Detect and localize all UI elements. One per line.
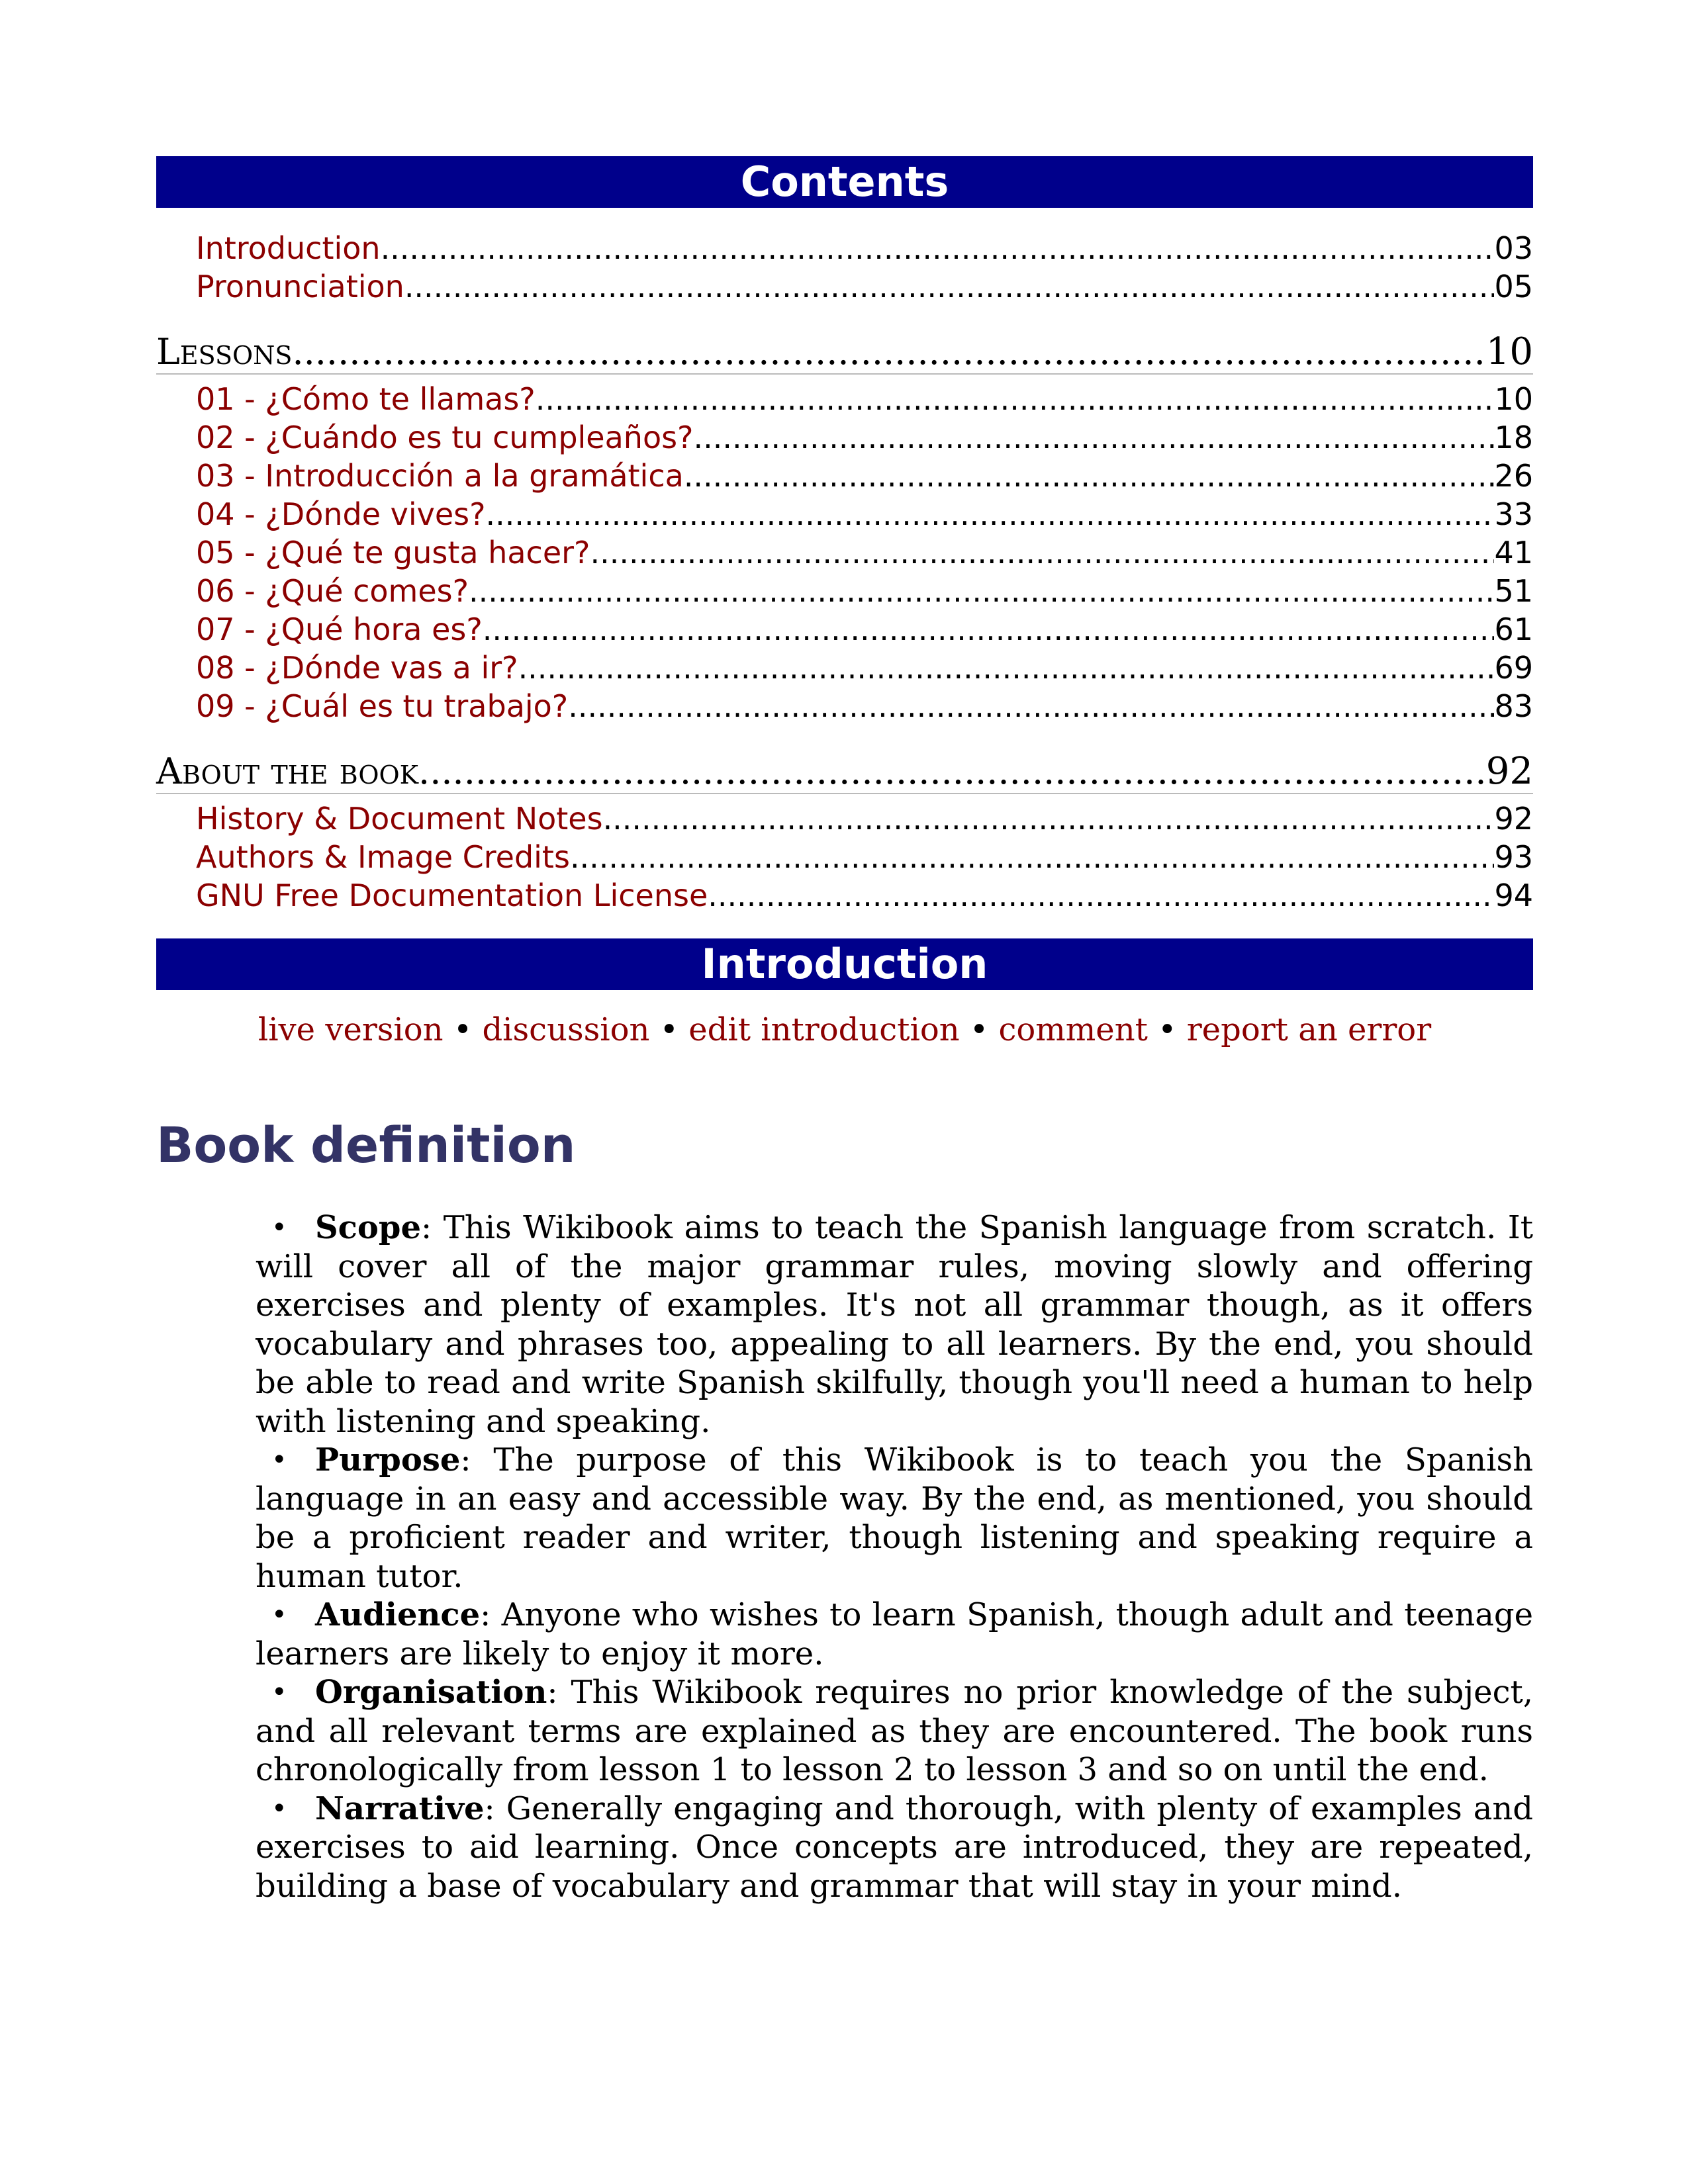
definition-text: : This Wikibook aims to teach the Spanish language from scratch. It will cover all of the major grammar rules, moving slowly and offering exercises and plenty of examples. It's not all grammar though, as it offers vocabulary and phrases too, appealing to all learners. By the end, you should be able to read and write Spanish skilfully, though you'll need a human to help with listening and speaking.	[256, 1209, 1533, 1440]
toc-section-label: Lessons	[156, 331, 293, 373]
comment-link[interactable]: comment	[998, 1011, 1148, 1048]
definition-item	[256, 1441, 1533, 1596]
bullet-icon: •	[271, 1445, 287, 1475]
intro-links-bar	[156, 1010, 1533, 1050]
toc-page-number: 10	[1494, 381, 1533, 417]
contents-header: Contents	[156, 156, 1533, 208]
definition-text: : Generally engaging and thorough, with plenty of examples and exercises to aid learning. Once concepts are introduced, they are repeated, building a base of vocabulary and grammar that will stay in your mind.	[256, 1790, 1533, 1905]
toc-leader-dots	[418, 751, 1486, 793]
toc-page-number: 05	[1494, 269, 1533, 304]
toc-leader-dots	[568, 687, 1494, 725]
definition-term: Audience	[315, 1596, 481, 1633]
toc-leader-dots	[590, 533, 1494, 572]
toc-page-number: 51	[1494, 573, 1533, 609]
toc-page-number: 94	[1494, 878, 1533, 913]
toc-section-page: 92	[1485, 750, 1533, 793]
toc-entry-label[interactable]: 05 - ¿Qué te gusta hacer?	[196, 535, 590, 570]
definition-item	[256, 1673, 1533, 1790]
toc-leader-dots	[570, 838, 1495, 876]
report-error-link[interactable]: report an error	[1186, 1011, 1432, 1048]
toc-page-number: 33	[1494, 496, 1533, 532]
toc-leader-dots	[483, 610, 1495, 649]
toc-entry-label[interactable]: 07 - ¿Qué hora es?	[196, 612, 483, 647]
toc-entry-label[interactable]: Authors & Image Credits	[196, 839, 570, 875]
toc-leader-dots	[292, 331, 1485, 373]
toc-entry[interactable]	[156, 610, 1533, 649]
toc-entry-label[interactable]: 08 - ¿Dónde vas a ir?	[196, 650, 518, 686]
toc-page-number: 26	[1494, 458, 1533, 494]
toc-section-page: 10	[1485, 330, 1533, 373]
toc-page-number: 03	[1494, 230, 1533, 266]
toc-entry-label[interactable]: Introduction	[196, 230, 381, 266]
definition-item	[256, 1596, 1533, 1673]
toc-entry-label[interactable]: 02 - ¿Cuándo es tu cumpleaños?	[196, 420, 694, 455]
document-page	[156, 156, 1533, 1905]
definition-list	[156, 1208, 1533, 1905]
toc-section-lessons	[156, 331, 1533, 375]
toc-entry[interactable]	[156, 799, 1533, 838]
definition-text: : Anyone who wishes to learn Spanish, though adult and teenage learners are likely to enjoy it more.	[256, 1596, 1533, 1672]
toc-entry-label[interactable]: GNU Free Documentation License	[196, 878, 708, 913]
definition-item	[256, 1208, 1533, 1441]
link-separator: •	[1158, 1011, 1177, 1048]
definition-term: Purpose	[315, 1441, 461, 1479]
toc-entry[interactable]	[156, 649, 1533, 687]
toc-section-label: About the book	[156, 751, 419, 792]
bullet-icon: •	[271, 1677, 287, 1707]
definition-text: : The purpose of this Wikibook is to teach you the Spanish language in an easy and accessible way. By the end, as mentioned, you should be a proficient reader and writer, though listening and speaking require a human tutor.	[256, 1441, 1533, 1595]
bullet-icon: •	[271, 1600, 287, 1630]
definition-item	[256, 1790, 1533, 1906]
live-version-link[interactable]: live version	[258, 1011, 444, 1048]
toc-entry[interactable]	[156, 495, 1533, 533]
toc-page-number: 18	[1494, 420, 1533, 455]
toc-entry[interactable]	[156, 838, 1533, 876]
toc-entry-label[interactable]: 09 - ¿Cuál es tu trabajo?	[196, 688, 569, 724]
toc-entry[interactable]	[156, 380, 1533, 418]
toc-lessons-group	[156, 380, 1533, 725]
toc-entry[interactable]	[156, 457, 1533, 495]
toc-entry[interactable]	[156, 572, 1533, 610]
toc-leader-dots	[486, 495, 1495, 533]
toc-entry-label[interactable]: 01 - ¿Cómo te llamas?	[196, 381, 536, 417]
introduction-header: Introduction	[156, 938, 1533, 990]
toc-page-number: 41	[1494, 535, 1533, 570]
toc-about-group	[156, 799, 1533, 915]
definition-term: Narrative	[315, 1790, 485, 1827]
toc-leader-dots	[603, 799, 1495, 838]
bullet-icon: •	[271, 1793, 287, 1824]
toc-entry[interactable]	[156, 418, 1533, 457]
toc-page-number: 92	[1494, 801, 1533, 837]
toc-entry-label[interactable]: History & Document Notes	[196, 801, 603, 837]
toc-leader-dots	[684, 457, 1495, 495]
toc-page-number: 69	[1494, 650, 1533, 686]
toc-leader-dots	[518, 649, 1495, 687]
book-definition-heading: Book definition	[156, 1117, 576, 1174]
toc-leader-dots	[693, 418, 1494, 457]
toc-leader-dots	[381, 229, 1495, 267]
toc-entry[interactable]	[156, 876, 1533, 915]
toc-entry-label[interactable]: 04 - ¿Dónde vives?	[196, 496, 486, 532]
toc-leader-dots	[708, 876, 1494, 915]
toc-page-number: 83	[1494, 688, 1533, 724]
toc-entry[interactable]	[156, 267, 1533, 306]
toc-page-number: 93	[1494, 839, 1533, 875]
link-separator: •	[969, 1011, 989, 1048]
definition-text: : This Wikibook requires no prior knowledge of the subject, and all relevant terms are explained as they are encountered. The book runs chronologically from lesson 1 to lesson 2 to lesson 3 and so on until the end.	[256, 1674, 1533, 1788]
toc-entry[interactable]	[156, 687, 1533, 725]
toc-leader-dots	[469, 572, 1494, 610]
link-separator: •	[659, 1011, 679, 1048]
link-separator: •	[453, 1011, 473, 1048]
toc-entry[interactable]	[156, 533, 1533, 572]
toc-leader-dots	[404, 267, 1495, 306]
toc-entry[interactable]	[156, 229, 1533, 267]
bullet-icon: •	[271, 1212, 287, 1243]
toc-page-number: 61	[1494, 612, 1533, 647]
discussion-link[interactable]: discussion	[482, 1011, 650, 1048]
definition-term: Organisation	[315, 1674, 547, 1711]
toc-entry-label[interactable]: 06 - ¿Qué comes?	[196, 573, 469, 609]
toc-entry-label[interactable]: Pronunciation	[196, 269, 404, 304]
definition-term: Scope	[315, 1209, 422, 1246]
toc-intro-group	[156, 229, 1533, 306]
toc-entry-label[interactable]: 03 - Introducción a la gramática	[196, 458, 684, 494]
edit-introduction-link[interactable]: edit introduction	[688, 1011, 960, 1048]
toc-section-about	[156, 751, 1533, 794]
toc-leader-dots	[536, 380, 1495, 418]
